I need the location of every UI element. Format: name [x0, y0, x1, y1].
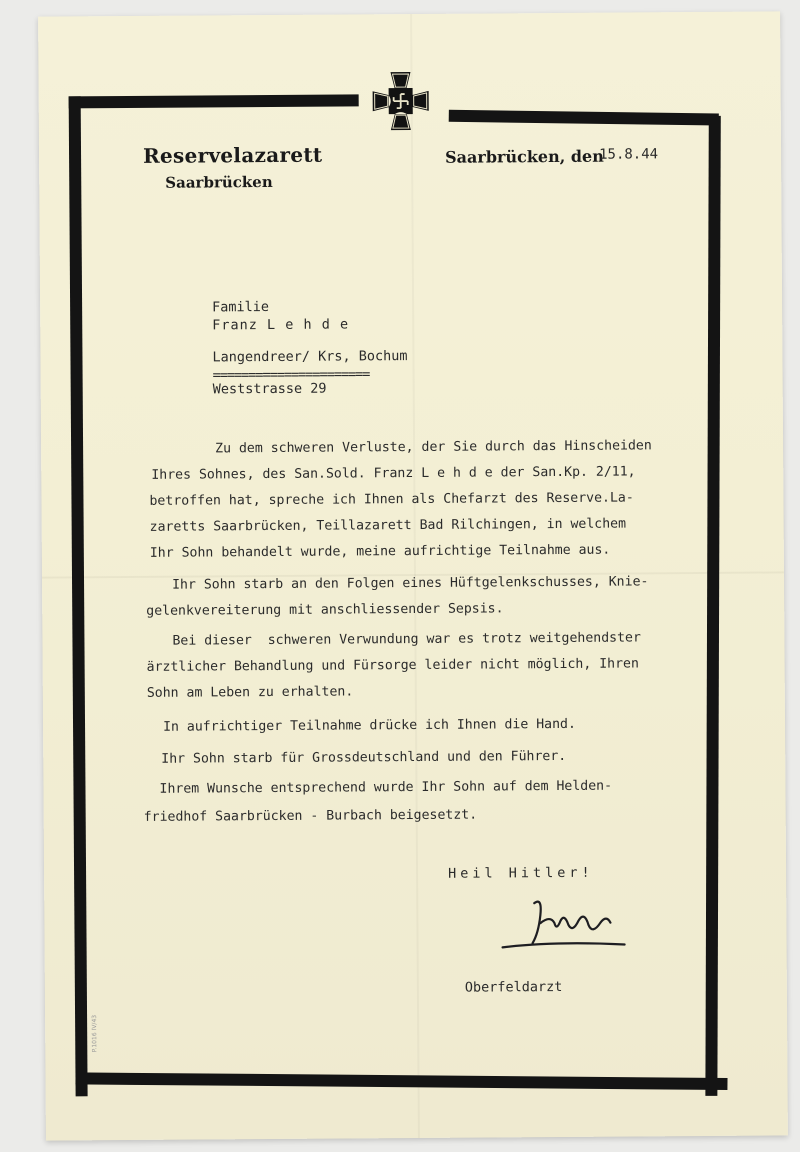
body-line: Zu dem schweren Verluste, der Sie durch das Hinscheiden [215, 438, 652, 457]
mourning-border-right [705, 116, 720, 1096]
body-line: betroffen hat, spreche ich Ihnen als Chefarzt des Reserve.La- [149, 490, 634, 509]
body-line: Ihrem Wunsche entsprechend wurde Ihr Sohn auf dem Helden- [159, 778, 613, 797]
body-line: zaretts Saarbrücken, Teillazarett Bad Rilchingen, in welchem [149, 516, 627, 535]
address-line-4: Weststrasse 29 [212, 380, 327, 398]
letter-date: 15.8.44 [599, 146, 659, 163]
print-imprint: P.1016 IV/43 [91, 1014, 99, 1053]
body-line: ärztlicher Behandlung und Fürsorge leider nicht möglich, Ihren [146, 656, 639, 675]
address-line-2: Franz L e h d e [212, 316, 350, 334]
address-underline: ====================== [212, 366, 370, 384]
letterhead-organization: Reservelazarett [142, 142, 323, 168]
body-line: Ihres Sohnes, des San.Sold. Franz L e h d e der San.Kp. 2/11, [151, 464, 636, 483]
handwritten-signature [494, 892, 634, 963]
iron-cross-icon [370, 70, 430, 132]
signatory-title: Oberfeldarzt [464, 978, 563, 996]
mourning-border-top-right [449, 110, 719, 126]
letter-paper [38, 11, 788, 1140]
body-line: gelenkvereiterung mit anschliessender Sepsis. [146, 601, 504, 619]
body-line: friedhof Saarbrücken - Burbach beigesetzt. [143, 807, 478, 825]
address-line-1: Familie [212, 298, 270, 316]
address-line-3: Langendreer/ Krs, Bochum [212, 348, 408, 366]
body-line: Ihr Sohn starb an den Folgen eines Hüftgelenkschusses, Knie- [172, 574, 649, 593]
mourning-border-top-left [69, 94, 359, 108]
mourning-border-bottom [75, 1072, 727, 1090]
body-line: Ihr Sohn behandelt wurde, meine aufrichtige Teilnahme aus. [149, 542, 611, 561]
body-line: Bei dieser schweren Verwundung war es trotz weitgehendster [172, 630, 641, 649]
mourning-border-left [69, 96, 88, 1096]
body-line: In aufrichtiger Teilnahme drücke ich Ihnen die Hand. [162, 716, 576, 735]
letterhead-city: Saarbrücken [165, 172, 273, 192]
closing-salutation: Heil Hitler! [448, 864, 594, 882]
body-line: Sohn am Leben zu erhalten. [146, 684, 354, 701]
body-line: Ihr Sohn starb für Grossdeutschland und den Führer. [161, 748, 567, 767]
letterhead-place-line: Saarbrücken, den [445, 146, 604, 167]
